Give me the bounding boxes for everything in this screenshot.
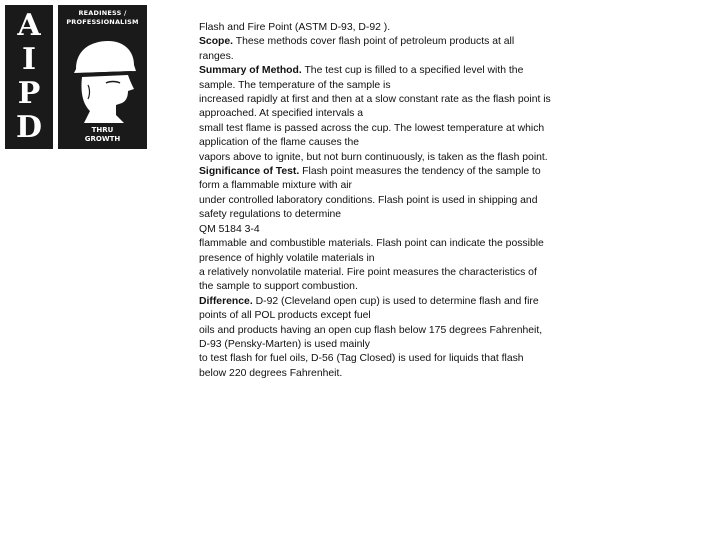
summary-text-3: small test flame is passed across the cup. The lowest temperature at which application of the flame causes the bbox=[199, 122, 545, 149]
logo-letter-d: D bbox=[15, 110, 42, 145]
difference-text-2: oils and products having an open cup flash below 175 degrees Fahrenheit, D-93 (Pensky-Marten) is used mainly bbox=[199, 324, 543, 350]
difference-text-3: to test flash for fuel oils, D-56 (Tag Closed) is used for liquids that flash below 220 degrees Fahrenheit. bbox=[199, 353, 524, 379]
document-title: Flash and Fire Point (ASTM D-93, D-92 ). bbox=[199, 22, 391, 33]
logo-motto-growth: GROWTH bbox=[84, 135, 121, 143]
logo-letter-i: I bbox=[21, 42, 37, 77]
summary-label: Summary of Method. bbox=[199, 65, 302, 77]
logo-motto-readiness: READINESS / bbox=[78, 9, 127, 17]
significance-text-3: flammable and combustible materials. Flash point can indicate the possible presence of highly volatile materials in bbox=[199, 238, 544, 264]
logo-letter-p: P bbox=[17, 76, 41, 111]
logo-motto-top bbox=[58, 9, 147, 27]
summary-text-1: The test cup is filled to a specified level with the sample. The temperature of the sample is bbox=[199, 65, 524, 91]
logo-motto-professionalism: PROFESSIONALISM bbox=[66, 18, 139, 26]
scope-text: These methods cover flash point of petroleum products at all ranges. bbox=[199, 36, 515, 62]
scope-label: Scope. bbox=[199, 36, 234, 48]
significance-text-4: a relatively nonvolatile material. Fire point measures the characteristics of the sample to support combustion. bbox=[199, 266, 537, 293]
page-reference: QM 5184 3-4 bbox=[199, 223, 260, 235]
significance-label: Significance of Test. bbox=[199, 166, 300, 178]
logo-motto-thru: THRU bbox=[91, 126, 114, 134]
difference-text-1: D-92 (Cleveland open cup) is used to determine flash and fire points of all POL products except fuel bbox=[199, 295, 539, 322]
scope-paragraph bbox=[199, 35, 551, 64]
logo-motto-bottom bbox=[58, 126, 147, 144]
difference-paragraph bbox=[199, 295, 551, 324]
difference-label: Difference. bbox=[199, 295, 253, 307]
summary-text-4: vapors above to ignite, but not burn continuously, is taken as the flash point. bbox=[199, 151, 548, 163]
logo-letters-panel bbox=[5, 5, 53, 149]
significance-text-2: under controlled laboratory conditions. Flash point is used in shipping and safety regulations to determine bbox=[199, 194, 538, 221]
significance-text-1: Flash point measures the tendency of the sample to form a flammable mixture with air bbox=[199, 166, 541, 192]
summary-paragraph bbox=[199, 64, 551, 93]
significance-paragraph bbox=[199, 165, 551, 194]
document-body bbox=[199, 21, 551, 381]
summary-text-2: increased rapidly at first and then at a slow constant rate as the flash point is approached. At specified intervals a bbox=[199, 94, 551, 120]
aipd-logo bbox=[5, 5, 147, 149]
logo-emblem-panel bbox=[58, 5, 147, 149]
soldier-helmet-icon bbox=[66, 35, 140, 123]
logo-letter-a: A bbox=[17, 8, 41, 43]
